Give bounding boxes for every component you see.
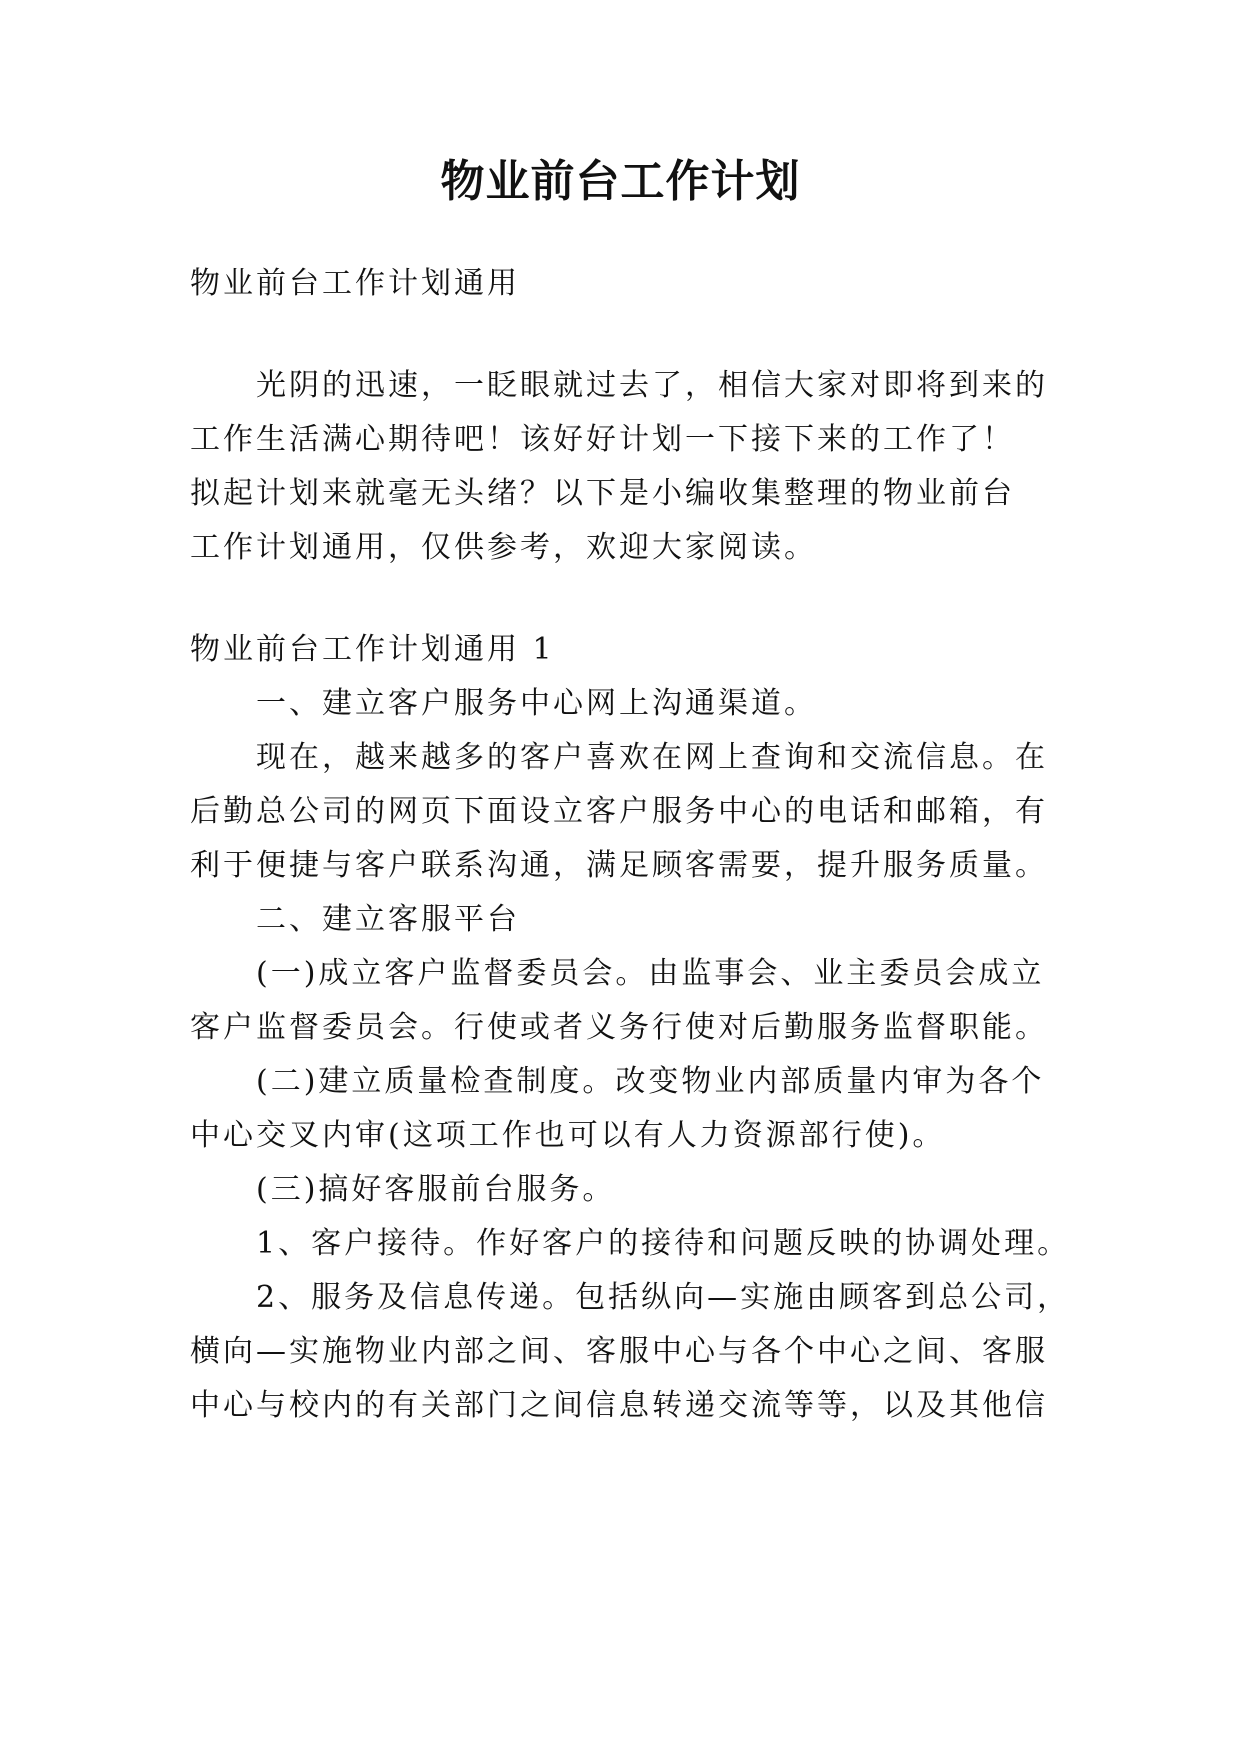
intro-line: 光阴的迅速，一眨眼就过去了，相信大家对即将到来的 <box>256 368 1048 403</box>
body-line: 现在，越来越多的客户喜欢在网上查询和交流信息。在 <box>256 740 1048 775</box>
intro-line: 工作计划通用，仅供参考，欢迎大家阅读。 <box>190 530 817 565</box>
document-title: 物业前台工作计划 <box>440 156 801 207</box>
body-line: 客户监督委员会。行使或者义务行使对后勤服务监督职能。 <box>190 1010 1048 1045</box>
body-line: (二)建立质量检查制度。改变物业内部质量内审为各个 <box>256 1064 1045 1099</box>
section-heading: 物业前台工作计划通用 1 <box>190 632 555 667</box>
body-line: 利于便捷与客户联系沟通，满足顾客需要，提升服务质量。 <box>190 848 1048 883</box>
body-line: (三)搞好客服前台服务。 <box>256 1172 616 1207</box>
body-line: 二、建立客服平台 <box>256 902 520 937</box>
intro-line: 工作生活满心期待吧！该好好计划一下接下来的工作了！ <box>190 422 1015 457</box>
document-subtitle: 物业前台工作计划通用 <box>190 266 520 301</box>
body-line: 2、服务及信息传递。包括纵向—实施由顾客到总公司， <box>256 1280 1071 1315</box>
intro-line: 拟起计划来就毫无头绪？以下是小编收集整理的物业前台 <box>190 476 1015 511</box>
body-line: 一、建立客户服务中心网上沟通渠道。 <box>256 686 817 721</box>
body-line: 横向—实施物业内部之间、客服中心与各个中心之间、客服 <box>190 1334 1048 1369</box>
body-line: 中心与校内的有关部门之间信息转递交流等等，以及其他信 <box>190 1388 1048 1423</box>
body-line: (一)成立客户监督委员会。由监事会、业主委员会成立 <box>256 956 1045 991</box>
body-line: 1、客户接待。作好客户的接待和问题反映的协调处理。 <box>256 1226 1071 1261</box>
body-line: 后勤总公司的网页下面设立客户服务中心的电话和邮箱，有 <box>190 794 1048 829</box>
body-line: 中心交叉内审(这项工作也可以有人力资源部行使)。 <box>190 1118 946 1153</box>
